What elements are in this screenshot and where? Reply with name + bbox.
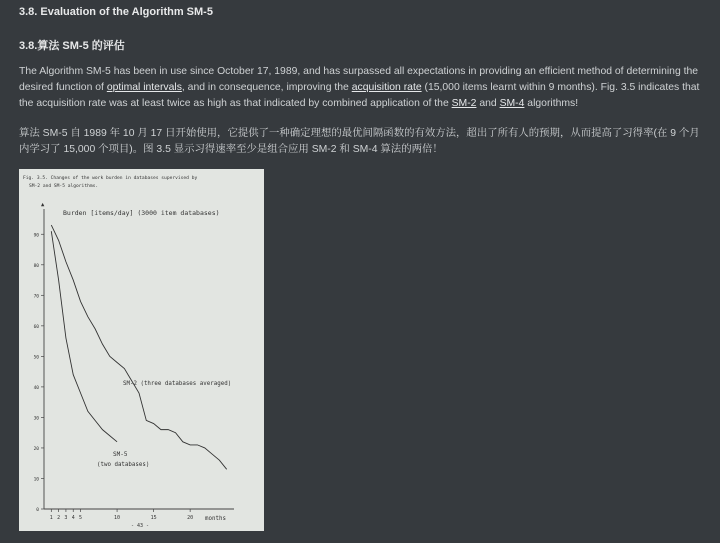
x-tick-label: 20 <box>187 515 194 521</box>
y-tick-label: 20 <box>33 446 39 452</box>
sm2-link[interactable]: SM-2 <box>451 98 477 109</box>
sm4-link[interactable]: SM-4 <box>499 98 525 109</box>
figure-caption-line2: SM-2 and SM-5 algorithms. <box>29 184 99 189</box>
paragraph-zh: 算法 SM-5 自 1989 年 10 月 17 日开始使用，它提供了一种确定理想的最优间隔函数的有效方法，超出了所有人的预期，从而提高了习得率(在 9 个月内学习了 15,000 个项目)。图 3.5 显示习得速率至少是组合应用 SM-2 和 SM-4 算法的两倍！ <box>19 128 700 155</box>
acquisition-rate-link[interactable]: acquisition rate <box>351 82 422 93</box>
optimal-intervals-link[interactable]: optimal intervals <box>106 82 182 93</box>
paragraph-en-text-3: (15,000 items learnt within 9 months). Fig. 3.5 indicates that the acquisition rate was at least twice as high as that indicated by combined application of the <box>19 82 700 109</box>
figure-xlabel: months <box>205 516 226 522</box>
paragraph-en <box>19 64 709 112</box>
y-tick-label: 0 <box>36 508 39 513</box>
sm2-series-line <box>51 225 226 469</box>
x-tick-label: 2 <box>57 515 61 521</box>
paragraph-en-text-2: , and in consequence, improving the <box>181 82 352 93</box>
y-tick-label: 80 <box>33 263 39 269</box>
sm5-series-label: SM-5 <box>113 451 128 458</box>
x-tick-label: 3 <box>64 515 68 521</box>
x-tick-label: 4 <box>71 515 75 521</box>
figure-scan-image <box>19 169 264 531</box>
figure-ylabel: Burden [items/day] (3000 item databases) <box>63 209 220 217</box>
figure-caption-line1: Fig. 3.5. Changes of the work burden in databases supervised by <box>23 176 198 181</box>
figure-chart <box>19 169 264 531</box>
y-tick-label: 90 <box>33 233 39 239</box>
x-tick-label: 15 <box>150 515 157 521</box>
y-tick-label: 70 <box>33 294 39 300</box>
sm2-series-label: SM-2 (three databases averaged) <box>123 381 232 387</box>
y-tick-label: 30 <box>33 416 39 422</box>
paragraph-en-text-5: algorithms! <box>524 98 579 109</box>
y-axis-arrow: ▲ <box>41 202 45 208</box>
section-title-zh: 3.8.算法 SM-5 的评估 <box>19 40 125 52</box>
y-tick-label: 10 <box>33 477 39 483</box>
y-tick-label: 40 <box>33 385 39 391</box>
section-title-en: 3.8. Evaluation of the Algorithm SM-5 <box>19 6 213 18</box>
paragraph-en-text-4: and <box>476 98 500 109</box>
paragraph-en-text-1: The Algorithm SM-5 has been in use since October 17, 1989, and has surpassed all expectations in providing an efficient method of determining the desired function of <box>19 66 699 93</box>
y-tick-label: 50 <box>33 355 39 361</box>
sm5-series-sublabel: (two databases) <box>97 462 150 468</box>
figure-page-number: - 43 - <box>131 523 150 529</box>
y-tick-label: 60 <box>33 324 39 330</box>
sm5-series-line <box>51 231 117 442</box>
x-tick-label: 1 <box>49 515 53 521</box>
x-tick-label: 5 <box>79 515 83 521</box>
x-tick-label: 10 <box>114 515 121 521</box>
